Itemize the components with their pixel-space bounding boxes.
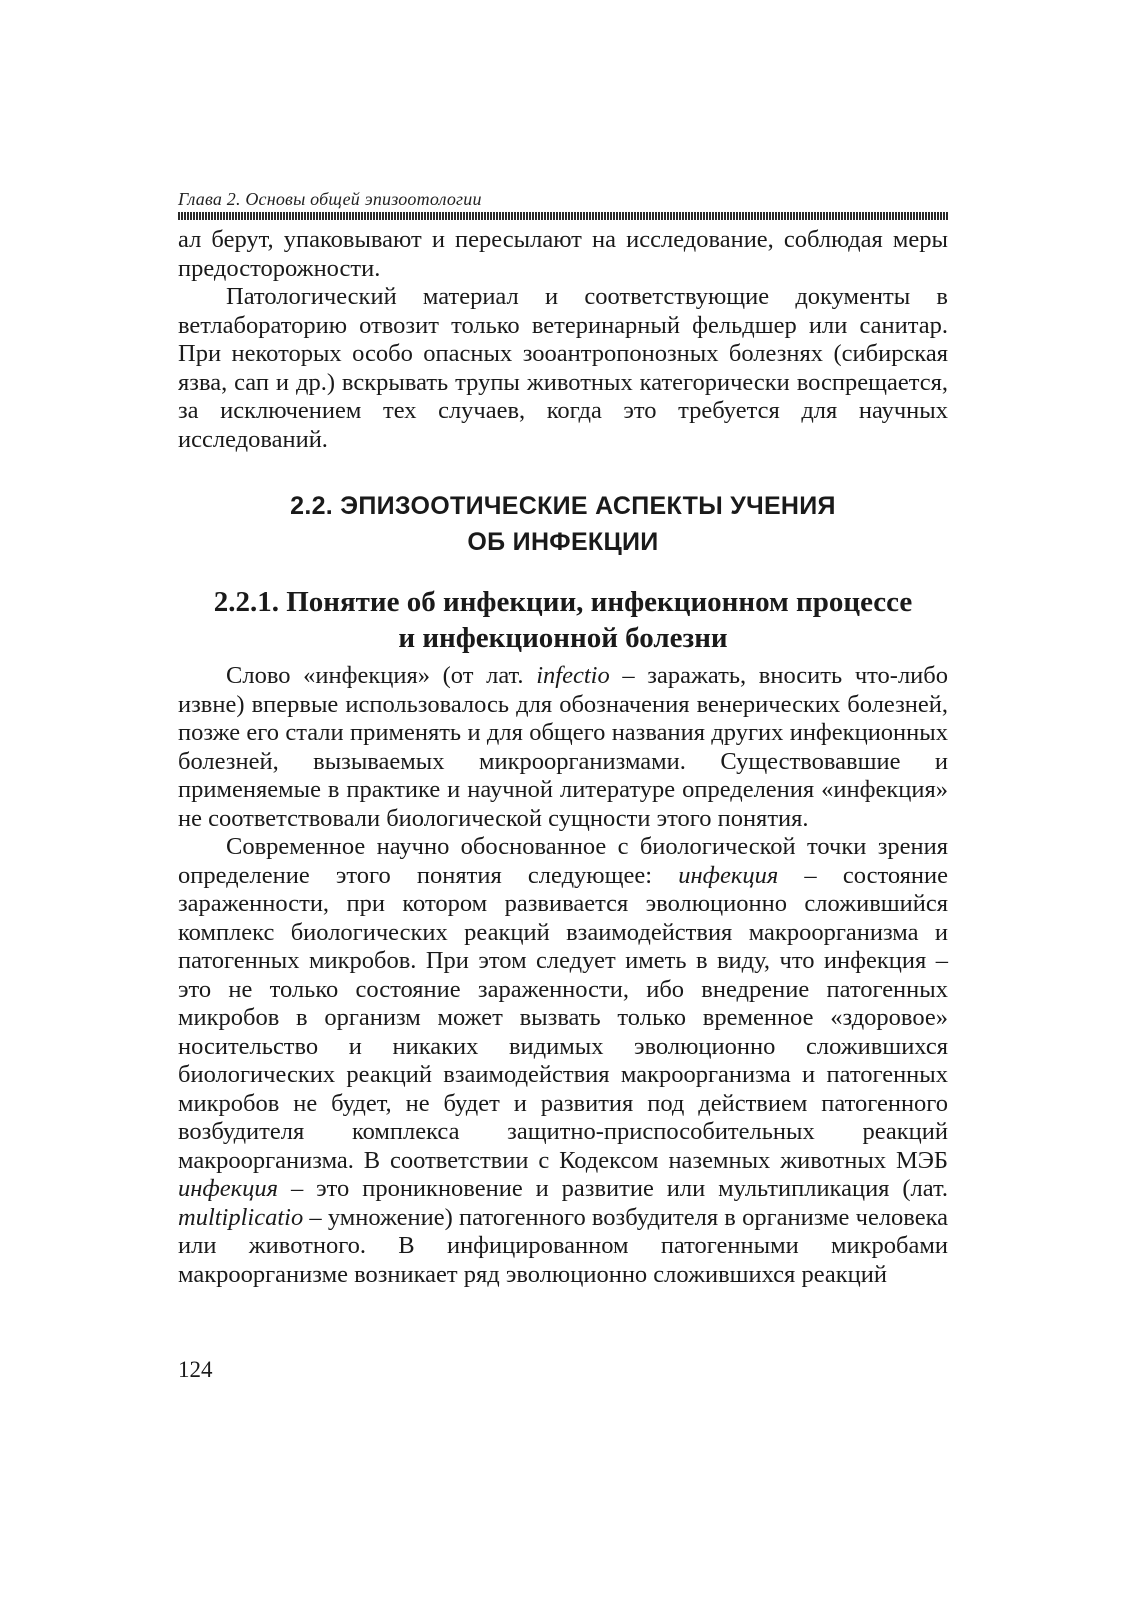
paragraph-infection-word — [178, 662, 948, 833]
page-number: 124 — [178, 1357, 213, 1382]
header-rule — [178, 212, 948, 220]
term-emphasis: инфекция — [678, 861, 779, 889]
latin-term: multiplicatio — [178, 1203, 304, 1231]
section-title — [178, 488, 948, 560]
text-run: – умножение) патогенного возбудителя в организме человека или животного. В инфицированном патогенными микробами макроорганизме возникает ряд эволюционно сложившихся реакций — [178, 1203, 948, 1288]
text-run: – заражать, вносить что-либо извне) впервые использовалось для обозначения венерических болезней, позже его стали применять и для общего названия других инфекционных болезней, вызываемых микроорганизмами. Существовавшие и применяемые в практике и научной литературе определения «инфекция» не соответствовали биологической сущности этого понятия. — [178, 662, 948, 832]
latin-term: infectio — [536, 662, 610, 689]
text-run: Слово «инфекция» (от лат. — [226, 662, 537, 689]
text-run: – состояние зараженности, при котором развивается эволюционно сложившийся комплекс биологических реакций взаимодействия макроорганизма и патогенных микробов. При этом следует иметь в виду, что инфекция – это не только состояние зараженности, ибо внедрение патогенных микробов в организм может вызвать только временное «здоровое» носительство и никаких видимых эволюционно сложившихся биологических реакций взаимодействия макроорганизма и патогенных микробов не будет, не будет и развития под действием патогенного возбудителя комплекса защитно-приспособительных реакций макроорганизма. В соответствии с Кодексом наземных животных МЭБ — [178, 861, 948, 1174]
page-body — [178, 188, 948, 1289]
section-title-line-2: ОБ ИНФЕКЦИИ — [467, 528, 659, 556]
subsection-title-line-2: и инфекционной болезни — [398, 622, 728, 654]
text-run: – это проникновение и развитие или мультипликация (лат. — [278, 1175, 948, 1202]
running-head: Глава 2. Основы общей эпизоотологии — [178, 189, 482, 209]
subsection-title-line-1: 2.2.1. Понятие об инфекции, инфекционном процессе — [213, 586, 913, 618]
text-run: Современное научно обоснованное с биологической точки зрения определение этого понятия следующее: — [178, 833, 948, 889]
paragraph-infection-definition — [178, 833, 948, 1289]
paragraph-continuation: ал берут, упаковывают и пересылают на исследование, соблюдая меры предосторожности. — [178, 226, 948, 282]
subsection-title — [178, 584, 948, 656]
section-title-line-1: 2.2. ЭПИЗООТИЧЕСКИЕ АСПЕКТЫ УЧЕНИЯ — [290, 492, 836, 520]
term-emphasis: инфекция — [178, 1175, 279, 1202]
paragraph-pathological-material: Патологический материал и соответствующие документы в ветлабораторию отвозит только ветеринарный фельдшер или санитар. При некоторых особо опасных зооантропонозных болезнях (сибирская язва, сап и др.) вскрывать трупы животных категорически воспрещается, за исключением тех случаев, когда это требуется для научных исследований. — [178, 283, 948, 453]
